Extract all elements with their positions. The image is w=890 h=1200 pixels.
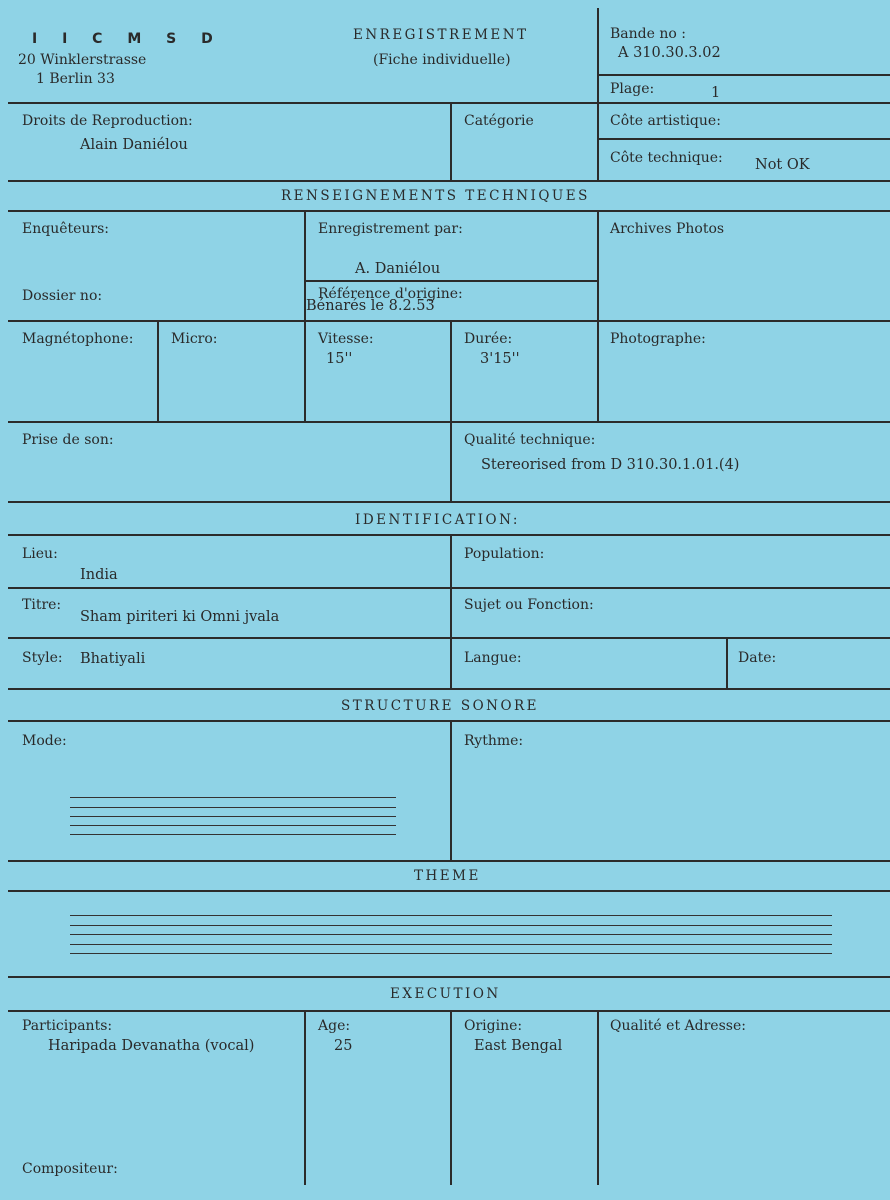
titre-label: Titre: (22, 597, 62, 613)
vitesse-label: Vitesse: (318, 331, 374, 347)
divider-titre-bottom (8, 637, 890, 639)
population-label: Population: (464, 546, 545, 562)
archives-photos-label: Archives Photos (610, 221, 725, 237)
qualite-technique-value: Stereorised from D 310.30.1.01.(4) (481, 457, 740, 473)
vline-exec-a (304, 1010, 306, 1185)
org-city: 1 Berlin 33 (36, 71, 115, 87)
divider-header-bottom (8, 102, 890, 104)
vline-exec-b (450, 1010, 452, 1185)
reference-value: Bénarés le 8.2.53 (306, 298, 435, 314)
style-value: Bhatiyali (80, 651, 146, 667)
enregistrement-par-value: A. Daniélou (355, 261, 441, 277)
vline-micro (157, 320, 159, 421)
section-title-structure: STRUCTURE SONORE (341, 698, 540, 714)
magnetophone-label: Magnétophone: (22, 331, 134, 347)
qualite-technique-label: Qualité technique: (464, 432, 596, 448)
divider-header-plage (597, 74, 890, 76)
vline-rythme (450, 720, 452, 860)
participants-value: Haripada Devanatha (vocal) (48, 1038, 255, 1054)
divider-execution-title (8, 1010, 890, 1012)
mode-rule (70, 797, 396, 798)
vline-header-right (597, 8, 599, 180)
bande-value: A 310.30.3.02 (618, 45, 721, 61)
vline-exec-c (597, 1010, 599, 1185)
duree-value: 3'15'' (480, 351, 520, 367)
langue-label: Langue: (464, 650, 522, 666)
date-label: Date: (738, 650, 777, 666)
droits-label: Droits de Reproduction: (22, 113, 193, 129)
vline-tech-b (597, 210, 599, 421)
divider-cote (597, 138, 890, 140)
divider-enregistrement (304, 280, 597, 282)
mode-rule (70, 834, 396, 835)
plage-value: 1 (711, 85, 721, 101)
age-value: 25 (334, 1038, 353, 1054)
theme-rule (70, 925, 832, 926)
categorie-label: Catégorie (464, 113, 534, 129)
theme-rule (70, 953, 832, 954)
style-label: Style: (22, 650, 63, 666)
mode-rule (70, 816, 396, 817)
reference-label: Référence d'origine: (318, 286, 463, 302)
mode-label: Mode: (22, 733, 67, 749)
duree-label: Durée: (464, 331, 513, 347)
vline-date (726, 637, 728, 688)
compositeur-label: Compositeur: (22, 1161, 118, 1177)
participants-label: Participants: (22, 1018, 113, 1034)
section-title-identification: IDENTIFICATION: (355, 512, 520, 528)
divider-magneto-bottom (8, 421, 890, 423)
cote-technique-value: Not OK (755, 157, 810, 173)
divider-lieu-bottom (8, 587, 890, 589)
vline-duree (450, 320, 452, 501)
mode-rule (70, 807, 396, 808)
age-label: Age: (318, 1018, 351, 1034)
form-title: ENREGISTREMENT (353, 27, 529, 43)
org-name: I I C M S D (32, 31, 223, 47)
theme-rule (70, 934, 832, 935)
section-title-theme: THEME (414, 868, 481, 884)
enqueteurs-label: Enquêteurs: (22, 221, 110, 237)
org-street: 20 Winklerstrasse (18, 52, 147, 68)
cote-artistique-label: Côte artistique: (610, 113, 721, 129)
prise-de-son-label: Prise de son: (22, 432, 114, 448)
mode-rule (70, 825, 396, 826)
bande-label: Bande no : (610, 26, 686, 42)
divider-theme-title (8, 890, 890, 892)
qualite-adresse-label: Qualité et Adresse: (610, 1018, 746, 1034)
vline-ident (450, 534, 452, 688)
vline-tech-a (304, 210, 306, 421)
theme-rule (70, 915, 832, 916)
lieu-label: Lieu: (22, 546, 58, 562)
divider-theme-bottom (8, 976, 890, 978)
origine-value: East Bengal (474, 1038, 563, 1054)
droits-value: Alain Daniélou (80, 137, 188, 153)
section-title-technical: RENSEIGNEMENTS TECHNIQUES (281, 188, 590, 204)
enregistrement-par-label: Enregistrement par: (318, 221, 463, 237)
origine-label: Origine: (464, 1018, 523, 1034)
divider-mode-bottom (8, 860, 890, 862)
photographe-label: Photographe: (610, 331, 706, 347)
section-title-execution: EXECUTION (390, 986, 501, 1002)
divider-dossier-bottom (8, 320, 890, 322)
sujet-label: Sujet ou Fonction: (464, 597, 594, 613)
micro-label: Micro: (171, 331, 218, 347)
divider-tech-title (8, 210, 890, 212)
divider-style-bottom (8, 688, 890, 690)
vline-categorie (450, 102, 452, 180)
divider-structure-title (8, 720, 890, 722)
divider-prise-bottom (8, 501, 890, 503)
plage-label: Plage: (610, 81, 655, 97)
rythme-label: Rythme: (464, 733, 524, 749)
vitesse-value: 15'' (326, 351, 353, 367)
divider-rights-bottom (8, 180, 890, 182)
lieu-value: India (80, 567, 118, 583)
cote-technique-label: Côte technique: (610, 150, 723, 166)
form-subtitle: (Fiche individuelle) (373, 52, 511, 68)
titre-value: Sham piriteri ki Omni jvala (80, 609, 280, 625)
dossier-label: Dossier no: (22, 288, 103, 304)
divider-ident-title (8, 534, 890, 536)
theme-rule (70, 944, 832, 945)
